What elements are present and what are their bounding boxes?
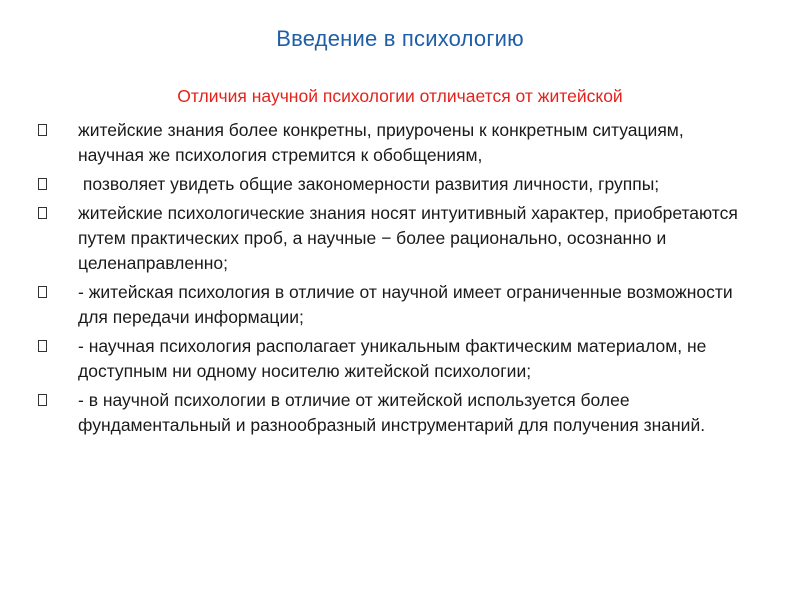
square-bullet-icon — [38, 207, 47, 219]
bullet-text: - в научной психологии в отличие от житейской используется более фундаментальный и разнообразный инструментарий для получения знаний. — [78, 390, 706, 435]
bullet-item — [38, 201, 748, 276]
bullet-item — [38, 118, 748, 168]
bullet-text: житейские знания более конкретны, приурочены к конкретным ситуациям, научная же психология стремится к обобщениям, — [78, 120, 684, 165]
bullet-text: позволяет увидеть общие закономерности развития личности, группы; — [78, 174, 660, 194]
slide-subtitle: Отличия научной психологии отличается от житейской — [177, 86, 623, 106]
slide-title: Введение в психологию — [276, 26, 524, 51]
square-bullet-icon — [38, 124, 47, 136]
square-bullet-icon — [38, 286, 47, 298]
bullet-text: - житейская психология в отличие от научной имеет ограниченные возможности для передачи информации; — [78, 282, 733, 327]
bullet-text: - научная психология располагает уникальным фактическим материалом, не доступным ни одному носителю житейской психологии; — [78, 336, 707, 381]
bullet-list — [38, 118, 748, 442]
bullet-item — [38, 334, 748, 384]
bullet-item — [38, 172, 748, 197]
square-bullet-icon — [38, 178, 47, 190]
square-bullet-icon — [38, 394, 47, 406]
bullet-text: житейские психологические знания носят интуитивный характер, приобретаются путем практических проб, а научные − более рационально, осознанно и целенаправленно; — [78, 203, 738, 273]
bullet-item — [38, 388, 748, 438]
square-bullet-icon — [38, 340, 47, 352]
bullet-item — [38, 280, 748, 330]
